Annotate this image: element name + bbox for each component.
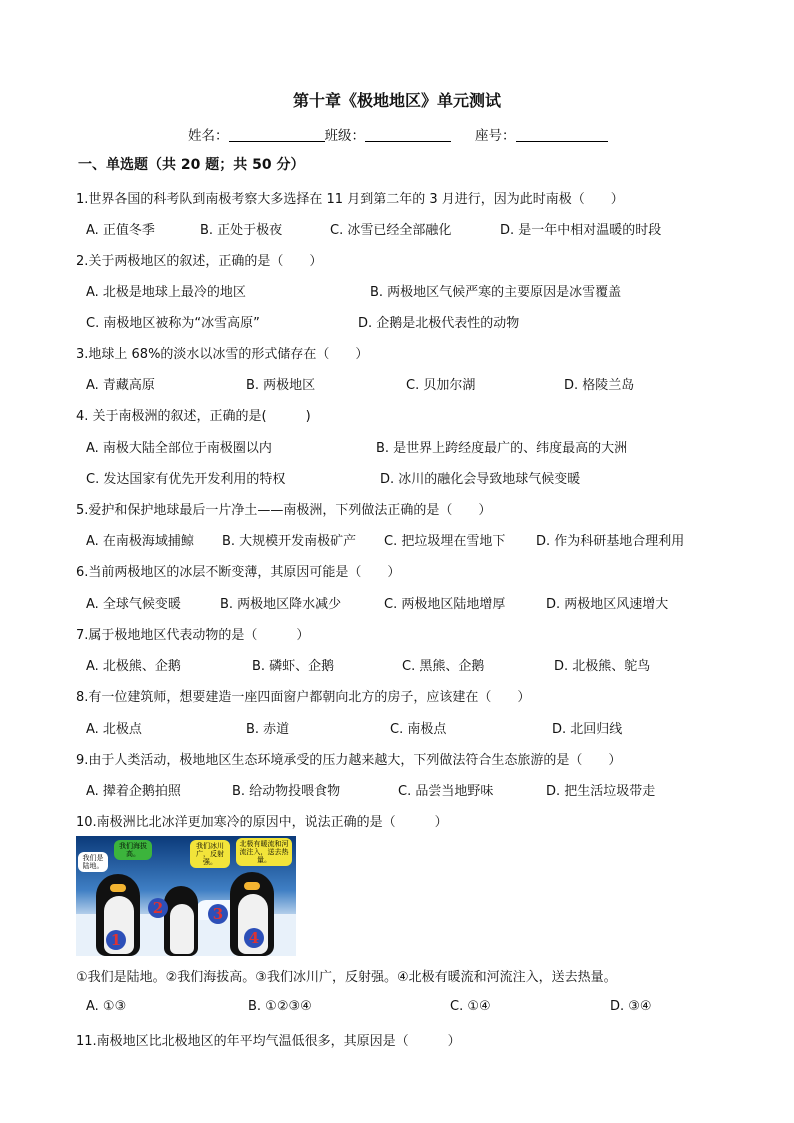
question-1: 1.世界各国的科考队到南极考察大多选择在 11 月到第二年的 3 月进行，因为此时南极（ ） bbox=[76, 192, 624, 207]
question-2: 2.关于两极地区的叙述，正确的是（ ） bbox=[76, 254, 323, 269]
question-10-statements: ①我们是陆地。②我们海拔高。③我们冰川广，反射强。④北极有暖流和河流注入，送去热量。 bbox=[76, 970, 617, 985]
question-5: 5.爱护和保护地球最后一片净土——南极洲，下列做法正确的是（ ） bbox=[76, 503, 492, 518]
q5-option-a: A. 在南极海域捕鲸 bbox=[86, 534, 194, 549]
q2-option-d: D. 企鹅是北极代表性的动物 bbox=[358, 316, 520, 331]
q8-option-c: C. 南极点 bbox=[390, 722, 447, 737]
q4-option-a: A. 南极大陆全部位于南极圈以内 bbox=[86, 441, 272, 456]
q1-option-a: A. 正值冬季 bbox=[86, 223, 155, 238]
label-4: 4 bbox=[244, 928, 264, 948]
name-label: 姓名： bbox=[188, 128, 229, 144]
speech-bubble-3: 我们冰川广，反射强。 bbox=[190, 840, 230, 868]
q7-option-b: B. 磷虾、企鹅 bbox=[252, 659, 335, 674]
class-label: 班级： bbox=[324, 128, 365, 144]
q5-option-b: B. 大规模开发南极矿产 bbox=[222, 534, 357, 549]
q7-option-c: C. 黑熊、企鹅 bbox=[402, 659, 485, 674]
label-2: 2 bbox=[148, 898, 168, 918]
q4-option-d: D. 冰川的融化会导致地球气候变暖 bbox=[380, 472, 581, 487]
question-3: 3.地球上 68%的淡水以冰雪的形式储存在（ ） bbox=[76, 347, 369, 362]
q9-option-c: C. 品尝当地野味 bbox=[398, 784, 494, 799]
q5-option-c: C. 把垃圾埋在雪地下 bbox=[384, 534, 506, 549]
seat-blank bbox=[516, 127, 608, 142]
q6-option-b: B. 两极地区降水减少 bbox=[220, 597, 342, 612]
q3-option-b: B. 两极地区 bbox=[246, 378, 316, 393]
q3-option-d: D. 格陵兰岛 bbox=[564, 378, 635, 393]
q4-option-b: B. 是世界上跨经度最广的、纬度最高的大洲 bbox=[376, 441, 628, 456]
q10-option-c: C. ①④ bbox=[450, 999, 491, 1014]
question-4: 4. 关于南极洲的叙述，正确的是( ) bbox=[76, 409, 311, 424]
section-heading: 一、单选题（共 20 题；共 50 分） bbox=[78, 157, 305, 173]
q2-option-a: A. 北极是地球上最冷的地区 bbox=[86, 285, 246, 300]
q8-option-d: D. 北回归线 bbox=[552, 722, 623, 737]
q6-option-c: C. 两极地区陆地增厚 bbox=[384, 597, 506, 612]
penguin-illustration bbox=[76, 836, 296, 956]
question-7: 7.属于极地地区代表动物的是（ ） bbox=[76, 628, 310, 643]
question-11: 11.南极地区比北极地区的年平均气温低很多，其原因是（ ） bbox=[76, 1034, 461, 1049]
q9-option-a: A. 撵着企鹅拍照 bbox=[86, 784, 181, 799]
name-blank bbox=[229, 127, 325, 142]
question-10: 10.南极洲比北冰洋更加寒冷的原因中，说法正确的是（ ） bbox=[76, 815, 448, 830]
q4-option-c: C. 发达国家有优先开发利用的特权 bbox=[86, 472, 286, 487]
label-1: 1 bbox=[106, 930, 126, 950]
q3-option-c: C. 贝加尔湖 bbox=[406, 378, 476, 393]
q1-option-d: D. 是一年中相对温暖的时段 bbox=[500, 223, 662, 238]
q1-option-b: B. 正处于极夜 bbox=[200, 223, 283, 238]
q9-option-d: D. 把生活垃圾带走 bbox=[546, 784, 656, 799]
q10-option-a: A. ①③ bbox=[86, 999, 127, 1014]
q6-option-a: A. 全球气候变暖 bbox=[86, 597, 181, 612]
student-info bbox=[188, 124, 608, 144]
penguin-middle bbox=[164, 886, 198, 956]
q7-option-a: A. 北极熊、企鹅 bbox=[86, 659, 181, 674]
q8-option-b: B. 赤道 bbox=[246, 722, 290, 737]
seat-label: 座号： bbox=[475, 128, 516, 144]
q10-option-b: B. ①②③④ bbox=[248, 999, 312, 1014]
q7-option-d: D. 北极熊、鸵鸟 bbox=[554, 659, 651, 674]
question-8: 8.有一位建筑师，想要建造一座四面窗户都朝向北方的房子，应该建在（ ） bbox=[76, 690, 531, 705]
page-title: 第十章《极地地区》单元测试 bbox=[292, 91, 501, 110]
q8-option-a: A. 北极点 bbox=[86, 722, 142, 737]
q5-option-d: D. 作为科研基地合理利用 bbox=[536, 534, 685, 549]
q2-option-c: C. 南极地区被称为“冰雪高原” bbox=[86, 316, 260, 331]
q6-option-d: D. 两极地区风速增大 bbox=[546, 597, 669, 612]
q1-option-c: C. 冰雪已经全部融化 bbox=[330, 223, 452, 238]
speech-bubble-2: 我们海拔高。 bbox=[114, 840, 152, 860]
q3-option-a: A. 青藏高原 bbox=[86, 378, 155, 393]
q9-option-b: B. 给动物投喂食物 bbox=[232, 784, 341, 799]
q10-option-d: D. ③④ bbox=[610, 999, 652, 1014]
class-blank bbox=[365, 127, 451, 142]
label-3: 3 bbox=[208, 904, 228, 924]
question-9: 9.由于人类活动，极地地区生态环境承受的压力越来越大，下列做法符合生态旅游的是（ ） bbox=[76, 753, 622, 768]
q2-option-b: B. 两极地区气候严寒的主要原因是冰雪覆盖 bbox=[370, 285, 622, 300]
question-6: 6.当前两极地区的冰层不断变薄，其原因可能是（ ） bbox=[76, 565, 401, 580]
speech-bubble-4: 北极有暖流和河流注入，送去热量。 bbox=[236, 838, 292, 866]
speech-bubble-1: 我们是陆地。 bbox=[78, 852, 108, 872]
